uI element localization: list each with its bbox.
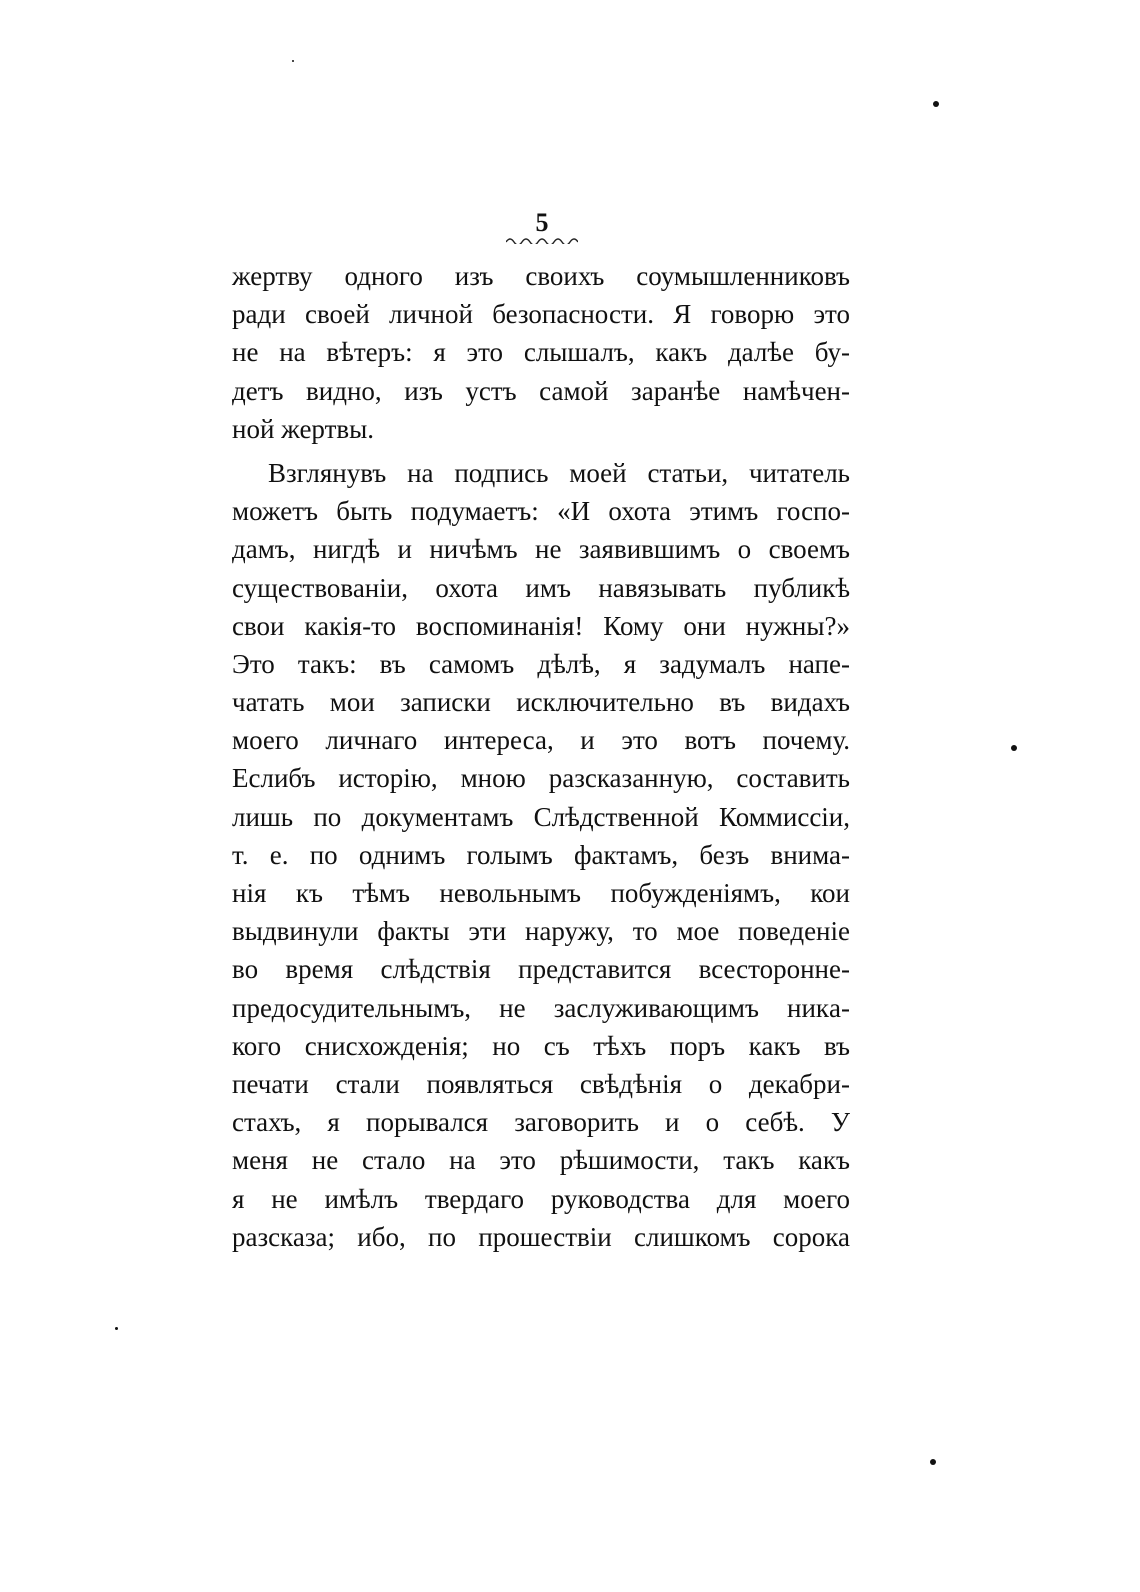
page-number: 5 <box>535 208 549 237</box>
text-line: чатать мои записки исключительно въ видахъ <box>232 687 850 718</box>
text-line: во время слѣдствія представится всесторонне- <box>232 954 850 985</box>
text-line: существованіи, охота имъ навязывать публикѣ <box>232 572 850 603</box>
paragraph <box>232 454 850 1256</box>
text-line: жертву одного изъ своихъ соумышленниковъ <box>232 261 850 291</box>
text-line: Это такъ: въ самомъ дѣлѣ, я задумалъ напе- <box>232 648 850 679</box>
body-text <box>232 257 850 1256</box>
text-line: печати стали появляться свѣдѣнія о декабри- <box>232 1068 850 1099</box>
text-line: предосудительнымъ, не заслуживающимъ никa- <box>232 992 850 1023</box>
text-line: свои какія-то воспоминанія! Кому они нужны?» <box>232 610 850 641</box>
text-line: Еслибъ исторію, мною разсказанную, составить <box>232 763 850 794</box>
text-line: я не имѣлъ твердаго руководства для моего <box>232 1183 850 1214</box>
text-line: можетъ быть подумаетъ: «И охота этимъ госпо- <box>232 496 850 527</box>
text-line: разсказа; ибо, по прошествіи слишкомъ сорока <box>232 1221 850 1252</box>
text-line: т. е. по однимъ голымъ фактамъ, безъ внима- <box>232 839 850 870</box>
text-line: кого снисхожденія; но съ тѣхъ поръ какъ въ <box>232 1030 850 1061</box>
scan-speck <box>115 1327 118 1330</box>
text-line: нія къ тѣмъ невольнымъ побужденіямъ, кои <box>232 878 850 908</box>
scan-speck <box>933 101 939 107</box>
text-line: детъ видно, изъ устъ самой заранѣе намѣчен- <box>232 375 850 406</box>
text-line: выдвинули факты эти наружу, то мое поведеніе <box>232 916 850 947</box>
text-line: ной жертвы. <box>232 413 375 444</box>
scan-speck <box>930 1459 936 1465</box>
text-line: ради своей личной безопасности. Я говорю это <box>232 299 850 330</box>
text-line: лишь по документамъ Слѣдственной Коммиссіи, <box>232 801 850 832</box>
text-line: стахъ, я порывался заговорить и о себѣ. У <box>232 1107 850 1138</box>
text-line: не на вѣтеръ: я это слышалъ, какъ далѣе бу- <box>232 337 850 368</box>
text-line: моего личнаго интереса, и это вотъ почему. <box>232 725 850 756</box>
text-line: дамъ, нигдѣ и ничѣмъ не заявившимъ о своемъ <box>232 534 850 565</box>
wavy-rule-ornament <box>506 236 578 244</box>
text-line: меня не стало на это рѣшимости, такъ какъ <box>232 1145 850 1176</box>
text-line: Взглянувъ на подпись моей статьи, читатель <box>268 457 850 488</box>
paragraph <box>232 257 850 448</box>
scan-speck <box>292 60 294 62</box>
scan-speck <box>1011 745 1017 751</box>
